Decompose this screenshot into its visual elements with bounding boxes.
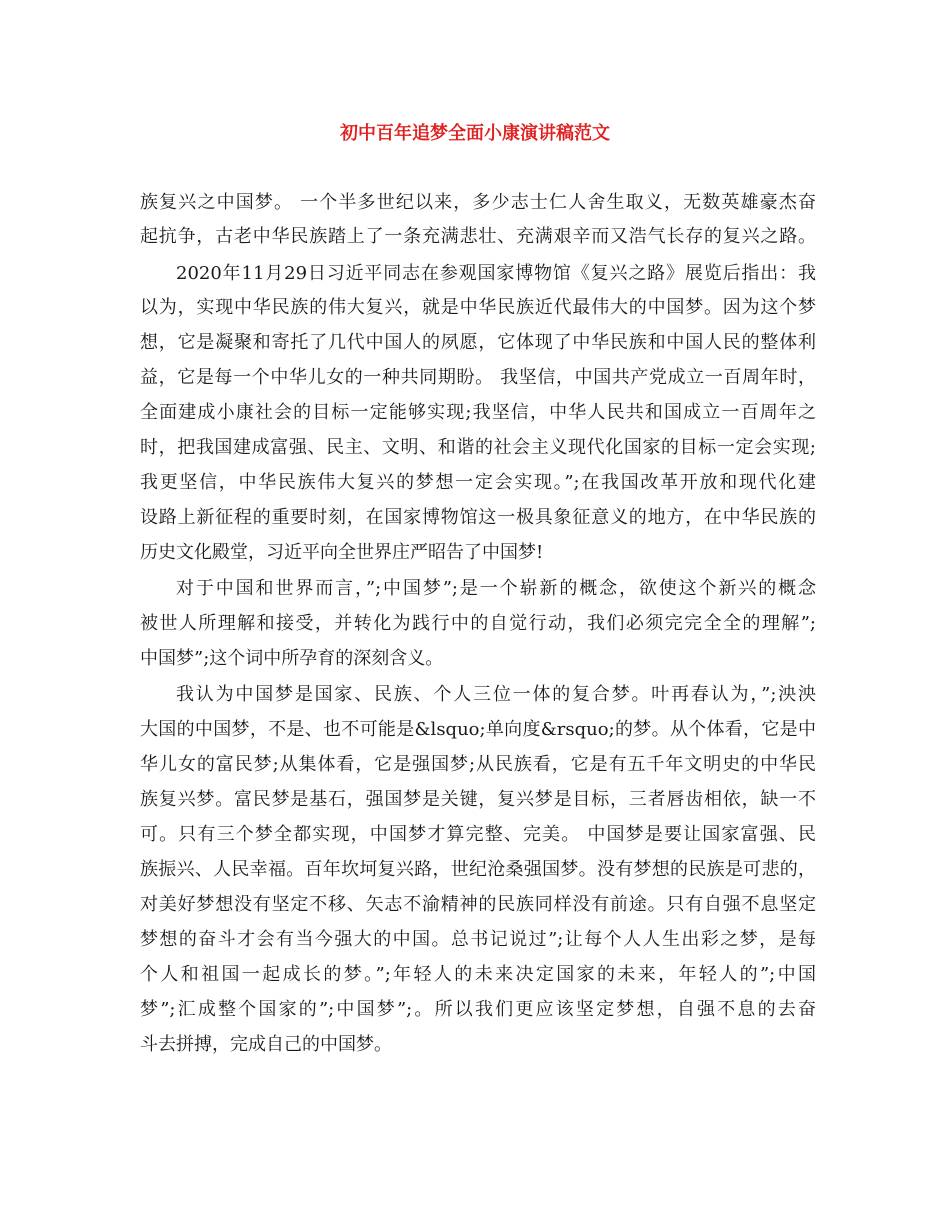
paragraph-last-line: 斗去拼搏，完成自己的中国梦。 (140, 1034, 392, 1055)
body-line: 可。只有三个梦全都实现，中国梦才算完整、完美。 中国梦是要让国家富强、民 (140, 824, 816, 845)
paragraph-last-line: 中国梦”;这个词中所孕育的深刻含义。 (140, 648, 444, 669)
paragraph-last-line: 历史文化殿堂，习近平向全世界庄严昭告了中国梦! (140, 542, 544, 563)
body-line: 个人和祖国一起成长的梦。”;年轻人的未来决定国家的未来，年轻人的”;中国 (140, 964, 816, 985)
body-line: 族复兴之中国梦。 一个半多世纪以来，多少志士仁人舍生取义，无数英雄豪杰奋 (140, 192, 816, 213)
body-line: 时，把我国建成富强、民主、文明、和谐的社会主义现代化国家的目标一定会实现; (140, 437, 816, 458)
body-line: 对美好梦想没有坚定不移、矢志不渝精神的民族同样没有前途。只有自强不息坚定 (140, 894, 816, 915)
body-line: 族复兴梦。富民梦是基石，强国梦是关键，复兴梦是目标，三者唇齿相依，缺一不 (140, 789, 816, 810)
document-title: 初中百年追梦全面小康演讲稿范文 (340, 123, 610, 144)
paragraph-first-line: 2020年11月29日习近平同志在参观国家博物馆《复兴之路》展览后指出：我 (176, 263, 816, 284)
body-line: 华儿女的富民梦;从集体看，它是强国梦;从民族看，它是有五千年文明史的中华民 (140, 754, 816, 775)
body-line: 起抗争，古老中华民族踏上了一条充满悲壮、充满艰辛而又浩气长存的复兴之路。 (140, 226, 816, 247)
body-line: 梦想的奋斗才会有当今强大的中国。总书记说过”;让每个人人生出彩之梦，是每 (140, 929, 816, 950)
body-line: 设路上新征程的重要时刻，在国家博物馆这一极具象征意义的地方，在中华民族的 (140, 507, 816, 528)
body-line: 我更坚信，中华民族伟大复兴的梦想一定会实现。”;在我国改革开放和现代化建 (140, 472, 816, 493)
body-line: 被世人所理解和接受，并转化为践行中的自觉行动，我们必须完完全全的理解”; (140, 613, 816, 634)
body-line: 以为，实现中华民族的伟大复兴，就是中华民族近代最伟大的中国梦。因为这个梦 (140, 297, 816, 318)
body-line: 全面建成小康社会的目标一定能够实现;我坚信，中华人民共和国成立一百周年之 (140, 402, 816, 423)
body-line: 族振兴、人民幸福。百年坎坷复兴路，世纪沧桑强国梦。没有梦想的民族是可悲的， (140, 859, 816, 880)
body-line: 益，它是每一个中华儿女的一种共同期盼。 我坚信，中国共产党成立一百周年时， (140, 367, 816, 388)
paragraph-first-line: 对于中国和世界而言，”;中国梦”;是一个崭新的概念，欲使这个新兴的概念 (176, 578, 816, 599)
paragraph-first-line: 我认为中国梦是国家、民族、个人三位一体的复合梦。叶再春认为，”;泱泱 (176, 684, 816, 705)
body-line: 想，它是凝聚和寄托了几代中国人的夙愿，它体现了中华民族和中国人民的整体利 (140, 332, 816, 353)
body-line: 梦”;汇成整个国家的”;中国梦”;。所以我们更应该坚定梦想，自强不息的去奋 (140, 999, 816, 1020)
body-line: 大国的中国梦，不是、也不可能是&lsquo;单向度&rsquo;的梦。从个体看，它是中 (140, 719, 816, 740)
